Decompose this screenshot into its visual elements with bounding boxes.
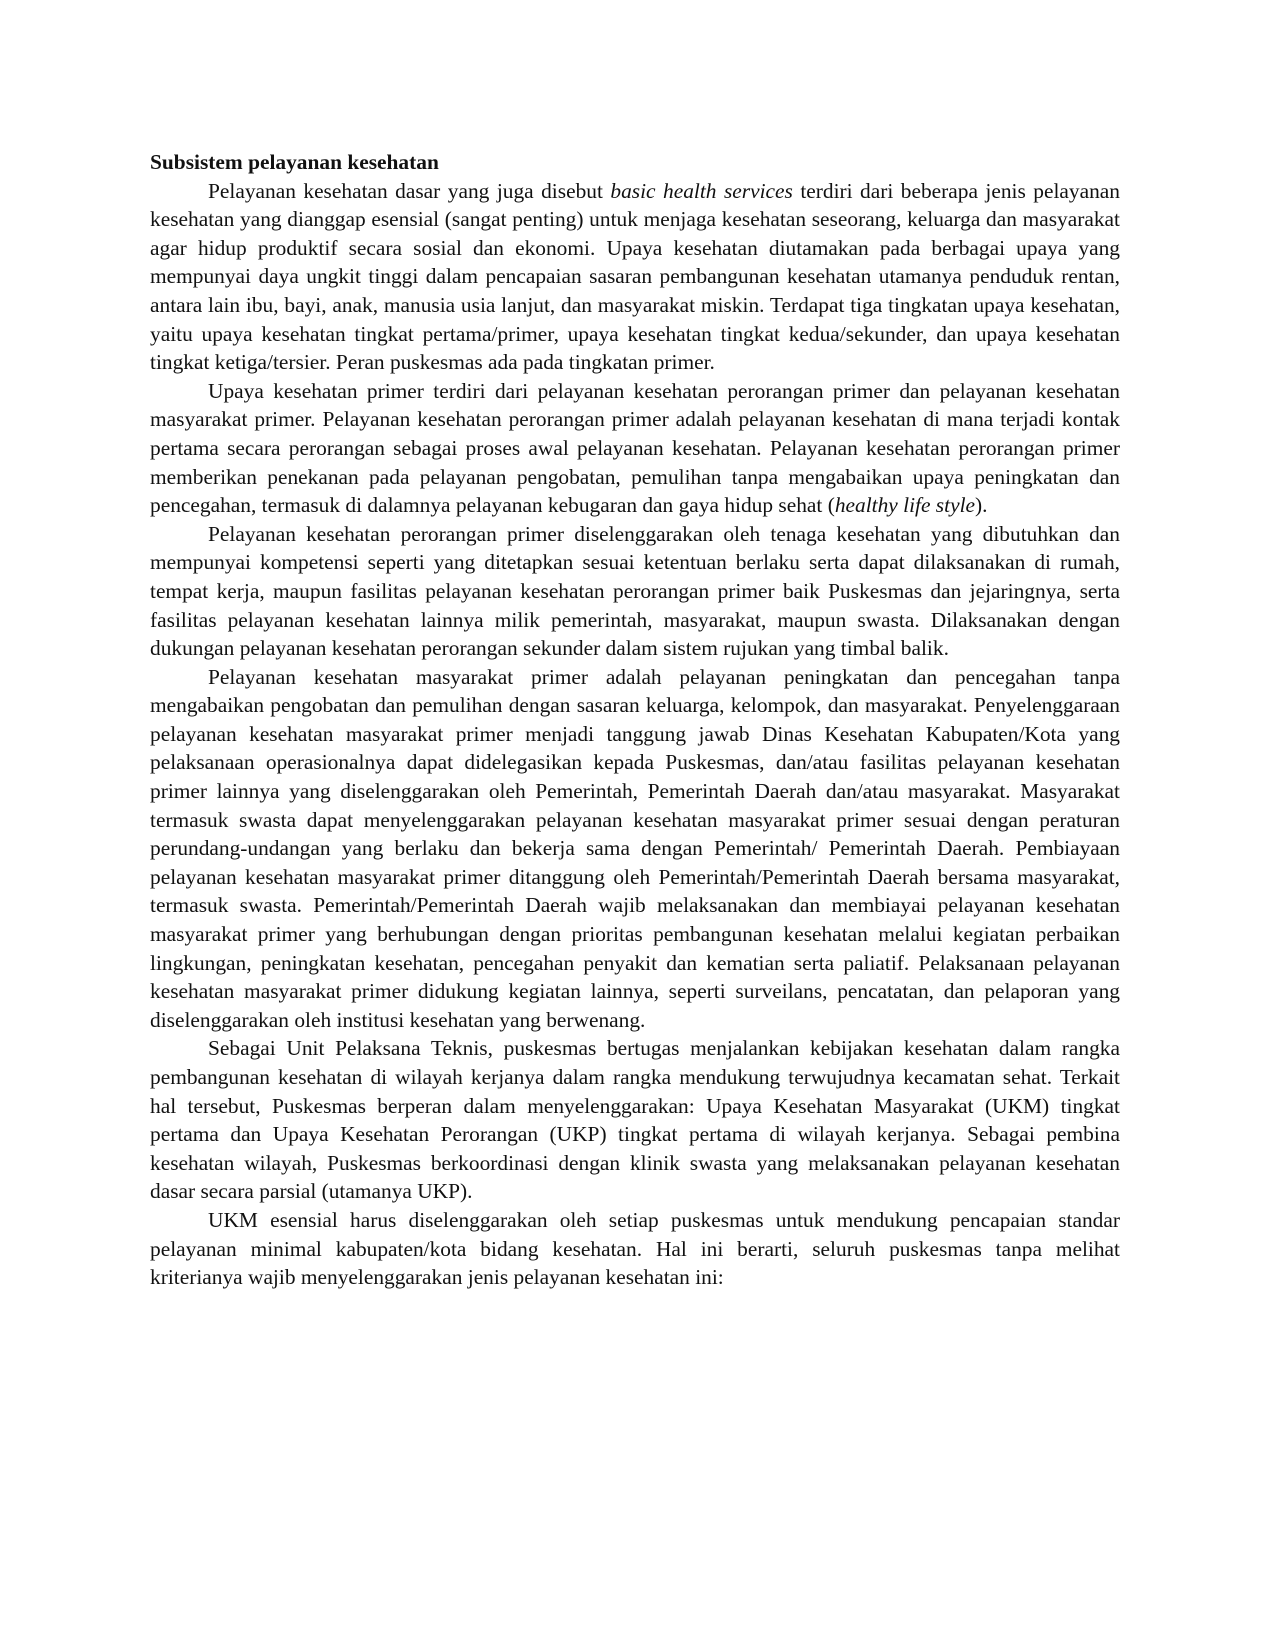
- section-heading: Subsistem pelayanan kesehatan: [150, 150, 439, 174]
- text-segment: Pelayanan kesehatan dasar yang juga disebut: [208, 178, 611, 203]
- paragraph: [150, 377, 1120, 520]
- text-segment: UKM esensial harus diselenggarakan oleh setiap puskesmas untuk mendukung pencapaian standar pelayanan minimal kabupaten/kota bidang kesehatan. Hal ini berarti, seluruh puskesmas tanpa melihat kriterianya wajib menyelenggarakan jenis pelayanan kesehatan ini:: [150, 1207, 1120, 1290]
- body-text: [150, 177, 1120, 1292]
- paragraph: [150, 177, 1120, 377]
- italic-term: basic health services: [610, 178, 793, 203]
- paragraph: [150, 1034, 1120, 1206]
- paragraph: [150, 663, 1120, 1035]
- paragraph: [150, 520, 1120, 663]
- document-page: [150, 148, 1120, 1292]
- text-segment: Upaya kesehatan primer terdiri dari pelayanan kesehatan perorangan primer dan pelayanan kesehatan masyarakat primer. Pelayanan kesehatan perorangan primer adalah pelayanan kesehatan di mana terjadi kontak pertama secara perorangan sebagai proses awal pelayanan kesehatan. Pelayanan kesehatan perorangan primer memberikan penekanan pada pelayanan pengobatan, pemulihan tanpa mengabaikan upaya peningkatan dan pencegahan, termasuk di dalamnya pelayanan kebugaran dan gaya hidup sehat (: [150, 378, 1120, 518]
- paragraph: [150, 1206, 1120, 1292]
- text-segment: ).: [975, 493, 988, 518]
- italic-term: healthy life style: [834, 493, 976, 518]
- text-segment: Pelayanan kesehatan perorangan primer diselenggarakan oleh tenaga kesehatan yang dibutuhkan dan mempunyai kompetensi seperti yang ditetapkan sesuai ketentuan berlaku serta dapat dilaksanakan di rumah, tempat kerja, maupun fasilitas pelayanan kesehatan perorangan primer baik Puskesmas dan jejaringnya, serta fasilitas pelayanan kesehatan lainnya milik pemerintah, masyarakat, maupun swasta. Dilaksanakan dengan dukungan pelayanan kesehatan perorangan sekunder dalam sistem rujukan yang timbal balik.: [150, 521, 1120, 661]
- text-segment: Sebagai Unit Pelaksana Teknis, puskesmas bertugas menjalankan kebijakan kesehatan dalam rangka pembangunan kesehatan di wilayah kerjanya dalam rangka mendukung terwujudnya kecamatan sehat. Terkait hal tersebut, Puskesmas berperan dalam menyelenggarakan: Upaya Kesehatan Masyarakat (UKM) tingkat pertama dan Upaya Kesehatan Perorangan (UKP) tingkat pertama di wilayah kerjanya. Sebagai pembina kesehatan wilayah, Puskesmas berkoordinasi dengan klinik swasta yang melaksanakan pelayanan kesehatan dasar secara parsial (utamanya UKP).: [150, 1036, 1120, 1204]
- text-segment: Pelayanan kesehatan masyarakat primer adalah pelayanan peningkatan dan pencegahan tanpa mengabaikan pengobatan dan pemulihan dengan sasaran keluarga, kelompok, dan masyarakat. Penyelenggaraan pelayanan kesehatan masyarakat primer menjadi tanggung jawab Dinas Kesehatan Kabupaten/Kota yang pelaksanaan operasionalnya dapat didelegasikan kepada Puskesmas, dan/atau fasilitas pelayanan kesehatan primer lainnya yang diselenggarakan oleh Pemerintah, Pemerintah Daerah dan/atau masyarakat. Masyarakat termasuk swasta dapat menyelenggarakan pelayanan kesehatan masyarakat primer sesuai dengan peraturan perundang-undangan yang berlaku dan bekerja sama dengan Pemerintah/ Pemerintah Daerah. Pembiayaan pelayanan kesehatan masyarakat primer ditanggung oleh Pemerintah/Pemerintah Daerah bersama masyarakat, termasuk swasta. Pemerintah/Pemerintah Daerah wajib melaksanakan dan membiayai pelayanan kesehatan masyarakat primer yang berhubungan dengan prioritas pembangunan kesehatan melalui kegiatan perbaikan lingkungan, peningkatan kesehatan, pencegahan penyakit dan kematian serta paliatif. Pelaksanaan pelayanan kesehatan masyarakat primer didukung kegiatan lainnya, seperti surveilans, pencatatan, dan pelaporan yang diselenggarakan oleh institusi kesehatan yang berwenang.: [150, 664, 1120, 1032]
- text-segment: terdiri dari beberapa jenis pelayanan kesehatan yang dianggap esensial (sangat penting) untuk menjaga kesehatan seseorang, keluarga dan masyarakat agar hidup produktif secara sosial dan ekonomi. Upaya kesehatan diutamakan pada berbagai upaya yang mempunyai daya ungkit tinggi dalam pencapaian sasaran pembangunan kesehatan utamanya penduduk rentan, antara lain ibu, bayi, anak, manusia usia lanjut, dan masyarakat miskin. Terdapat tiga tingkatan upaya kesehatan, yaitu upaya kesehatan tingkat pertama/primer, upaya kesehatan tingkat kedua/sekunder, dan upaya kesehatan tingkat ketiga/tersier. Peran puskesmas ada pada tingkatan primer.: [150, 178, 1120, 375]
